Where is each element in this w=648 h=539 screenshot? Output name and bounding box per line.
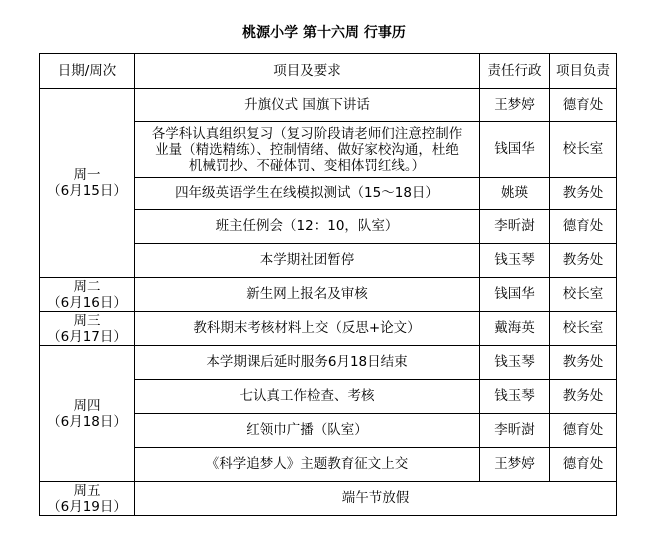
- dept-cell: 校长室: [550, 312, 617, 346]
- item-line: 机械罚抄、不碰体罚、变相体罚红线。）: [188, 157, 426, 174]
- day-name: 周三: [73, 312, 101, 329]
- item-cell: 四年级英语学生在线模拟测试（15～18日）: [135, 178, 480, 210]
- dept-cell: 德育处: [550, 210, 617, 244]
- person-cell: 李昕澍: [480, 210, 550, 244]
- dept-cell: 德育处: [550, 89, 617, 122]
- day-date: （6月18日）: [47, 413, 127, 430]
- item-cell: 七认真工作检查、考核: [135, 380, 480, 414]
- item-cell: 本学期社团暂停: [135, 244, 480, 278]
- dept-cell: 教务处: [550, 178, 617, 210]
- header-date: 日期/周次: [40, 54, 135, 89]
- item-cell: [135, 122, 480, 178]
- table-row: [40, 482, 617, 516]
- item-cell: 红领巾广播（队室）: [135, 414, 480, 448]
- person-cell: 钱国华: [480, 278, 550, 312]
- header-dept: 项目负责: [550, 54, 617, 89]
- item-cell: 新生网上报名及审核: [135, 278, 480, 312]
- person-cell: 姚瑛: [480, 178, 550, 210]
- header-row: [40, 54, 617, 89]
- header-person: 责任行政: [480, 54, 550, 89]
- item-cell: 教科期末考核材料上交（反思+论文）: [135, 312, 480, 346]
- day-cell-tuesday: [40, 278, 135, 312]
- dept-cell: 校长室: [550, 278, 617, 312]
- day-name: 周二: [73, 278, 101, 295]
- dept-cell: 教务处: [550, 244, 617, 278]
- item-line: 业量（精选精练）、控制情绪、做好家校沟通，杜绝: [155, 141, 459, 158]
- day-cell-friday: [40, 482, 135, 516]
- header-item: 项目及要求: [135, 54, 480, 89]
- day-name: 周一: [73, 167, 101, 183]
- table-row: [40, 312, 617, 346]
- person-cell: 钱玉琴: [480, 346, 550, 380]
- table-row: [40, 278, 617, 312]
- item-cell: 班主任例会（12：10，队室）: [135, 210, 480, 244]
- person-cell: 钱国华: [480, 122, 550, 178]
- day-date: （6月19日）: [47, 498, 127, 515]
- day-date: （6月16日）: [47, 294, 127, 311]
- day-cell-thursday: [40, 346, 135, 482]
- dept-cell: 德育处: [550, 448, 617, 482]
- dept-cell: 德育处: [550, 414, 617, 448]
- day-date: （6月15日）: [47, 183, 127, 199]
- person-cell: 王梦婷: [480, 448, 550, 482]
- day-cell-wednesday: [40, 312, 135, 346]
- table-row: [40, 89, 617, 122]
- item-cell: 《科学追梦人》主题教育征文上交: [135, 448, 480, 482]
- person-cell: 戴海英: [480, 312, 550, 346]
- item-cell: 本学期课后延时服务6月18日结束: [135, 346, 480, 380]
- person-cell: 王梦婷: [480, 89, 550, 122]
- dept-cell: 教务处: [550, 346, 617, 380]
- schedule-table: [39, 53, 617, 516]
- item-cell: 升旗仪式 国旗下讲话: [135, 89, 480, 122]
- day-cell-monday: [40, 89, 135, 278]
- item-line: 各学科认真组织复习（复习阶段请老师们注意控制作: [151, 125, 463, 142]
- person-cell: 钱玉琴: [480, 380, 550, 414]
- person-cell: 钱玉琴: [480, 244, 550, 278]
- page-title: 桃源小学 第十六周 行事历: [242, 25, 406, 41]
- dept-cell: 校长室: [550, 122, 617, 178]
- dept-cell: 教务处: [550, 380, 617, 414]
- day-name: 周五: [73, 482, 101, 499]
- day-name: 周四: [73, 397, 101, 414]
- table-row: [40, 346, 617, 380]
- day-date: （6月17日）: [47, 328, 127, 345]
- person-cell: 李昕澍: [480, 414, 550, 448]
- holiday-cell: 端午节放假: [135, 482, 617, 516]
